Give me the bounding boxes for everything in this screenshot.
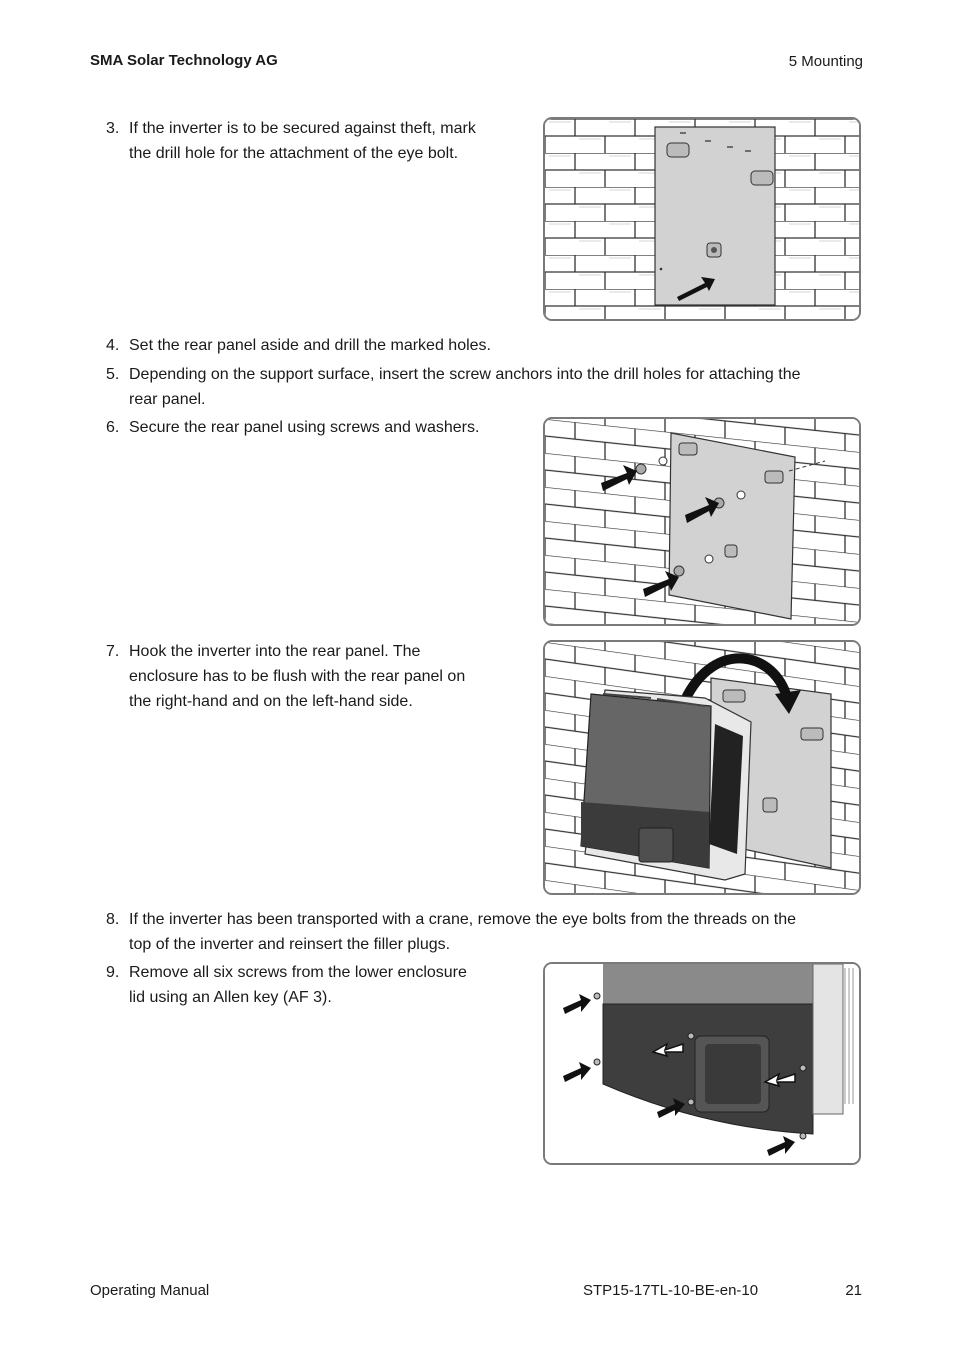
header-company: SMA Solar Technology AG — [90, 52, 278, 69]
figure-remove-lid-screws — [543, 962, 861, 1165]
footer-page-number: 21 — [845, 1282, 862, 1299]
step-number: 7. — [106, 643, 120, 660]
figure-secure-rear-panel — [543, 417, 861, 626]
figure-mark-drill-hole — [543, 117, 861, 321]
header-section: 5 Mounting — [788, 53, 863, 70]
step-line: Hook the inverter into the rear panel. The — [129, 643, 421, 660]
step-number: 8. — [106, 911, 120, 928]
step-number: 9. — [106, 964, 120, 981]
step-line: Remove all six screws from the lower enclosure — [129, 964, 467, 981]
step-line: the right-hand and on the left-hand side. — [129, 693, 413, 710]
step-line: Depending on the support surface, insert the screw anchors into the drill holes for attaching the — [129, 366, 801, 383]
step-line: rear panel. — [129, 391, 206, 408]
step-line: enclosure has to be flush with the rear panel on — [129, 668, 466, 685]
step-line: Set the rear panel aside and drill the marked holes. — [129, 337, 491, 354]
step-number: 3. — [106, 120, 120, 137]
step-line: Secure the rear panel using screws and washers. — [129, 419, 480, 436]
step-line: lid using an Allen key (AF 3). — [129, 989, 332, 1006]
footer-manual: Operating Manual — [90, 1282, 210, 1299]
step-line: the drill hole for the attachment of the eye bolt. — [129, 145, 459, 162]
step-number: 6. — [106, 419, 120, 436]
step-line: top of the inverter and reinsert the filler plugs. — [129, 936, 451, 953]
step-line: If the inverter is to be secured against theft, mark — [129, 120, 476, 137]
footer-doc-code: STP15-17TL-10-BE-en-10 — [583, 1282, 759, 1299]
figure-hook-inverter — [543, 640, 861, 895]
step-line: If the inverter has been transported with a crane, remove the eye bolts from the threads on the — [129, 911, 797, 928]
step-number: 5. — [106, 366, 120, 383]
step-number: 4. — [106, 337, 120, 354]
